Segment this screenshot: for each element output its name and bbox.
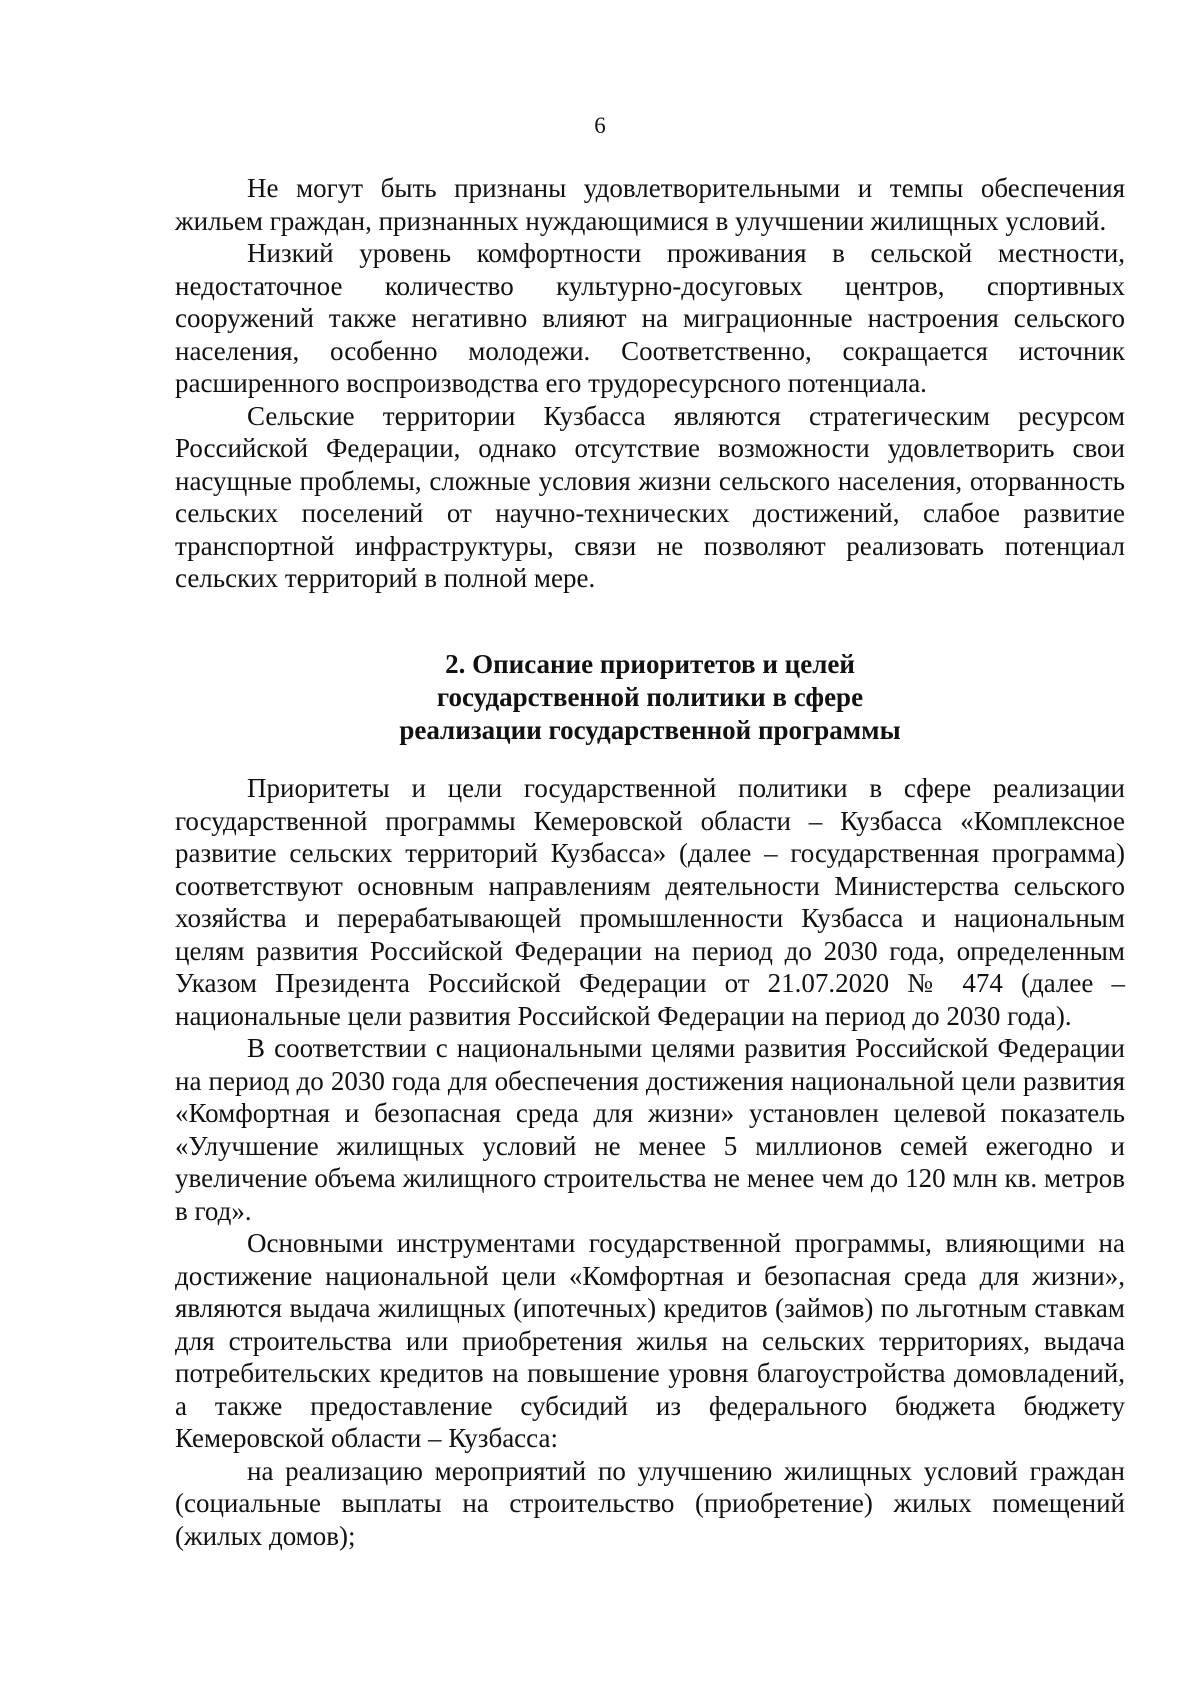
text-block-section-2 [175,772,1125,1552]
paragraph: Основными инструментами государственной программы, влияющими на достижение национальной цели «Комфортная и безопасная среда для жизни», являются выдача жилищных (ипотечных) кредитов (займов) по льготным ставкам для строительства или приобретения жилья на сельских территориях, выдача потребительских кредитов на повышение уровня благоустройства домовладений, а также предоставление субсидий из федерального бюджета бюджету Кемеровской области – Кузбасса: [175,1228,1125,1453]
section-heading-line: государственной политики в сфере [436,682,864,712]
section-heading-line: реализации государственной программы [399,715,901,745]
paragraph: Приоритеты и цели государственной политики в сфере реализации государственной программы Кемеровской области – Кузбасса «Комплексное развитие сельских территорий Кузбасса» (далее – государственная программа) соответствуют основным направлениям деятельности Министерства сельского хозяйства и перерабатывающей промышленности Кузбасса и национальным целям развития Российской Федерации на период до 2030 года, определенным Указом Президента Российской Федерации от 21.07.2020 № 474 (далее – национальные цели развития Российской Федерации на период до 2030 года). [175,773,1125,1031]
paragraph: на реализацию мероприятий по улучшению жилищных условий граждан (социальные выплаты на строительство (приобретение) жилых помещений (жилых домов); [175,1455,1125,1551]
section-heading [175,648,1125,747]
section-heading-line: 2. Описание приоритетов и целей [445,649,855,679]
text-block-intro [175,172,1125,595]
page-number: 6 [594,113,606,138]
paragraph: Низкий уровень комфортности проживания в сельской местности, недостаточное количество культурно-досуговых центров, спортивных сооружений также негативно влияют на миграционные настроения сельского населения, особенно молодежи. Соответственно, сокращается источник расширенного воспроизводства его трудоресурсного потенциала. [175,238,1125,398]
paragraph: Не могут быть признаны удовлетворительными и темпы обеспечения жильем граждан, признанных нуждающимися в улучшении жилищных условий. [175,173,1125,236]
paragraph: Сельские территории Кузбасса являются стратегическим ресурсом Российской Федерации, однако отсутствие возможности удовлетворить свои насущные проблемы, сложные условия жизни сельского населения, оторванность сельских поселений от научно-технических достижений, слабое развитие транспортной инфраструктуры, связи не позволяют реализовать потенциал сельских территорий в полной мере. [175,400,1125,593]
paragraph: В соответствии с национальными целями развития Российской Федерации на период до 2030 года для обеспечения достижения национальной цели развития «Комфортная и безопасная среда для жизни» установлен целевой показатель «Улучшение жилищных условий не менее 5 миллионов семей ежегодно и увеличение объема жилищного строительства не менее чем до 120 млн кв. метров в год». [175,1033,1125,1226]
